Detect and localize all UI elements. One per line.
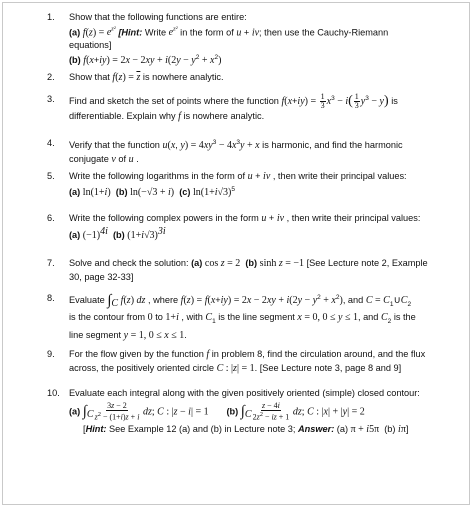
problem-text: Write the following complex powers in the form u + iv , then write their principal values: [69,213,421,224]
problem-2 [47,71,454,85]
problem-text: 30, page 32-33] [69,271,134,282]
problem-8 [47,292,454,342]
problem-text: (a) $(-1)^{4i}$ (b) $(1+i√3)^{3i}$ [69,225,166,241]
problem-number: 8. [47,293,55,303]
problem-9 [47,348,454,375]
problem-number: 10. [47,388,60,398]
problem-number: 7. [47,258,55,268]
problem-text: is the contour from 0 to 1+i , with $C_1$ is the line segment x = 0, 0 ≤ y ≤ 1, and $C_2$ is the [69,312,416,326]
problem-text: (a) $\int_C$ $\frac{3z - 2}{z^2 - (1+i)z + i}$ dz; C : |z − i| = 1 (b) $\int_C$ $\frac{z - 4i}{2z^2 - iz + 1}$ dz; C : |x| + |y| = 2 [69,400,365,422]
problem-3 [47,92,454,124]
problem-text: Evaluate $\int_C$ f(z) dz , where $f(z) = f(x+iy) = 2x - 2xy + i(2y - y^2 + x^2)$, and $C = C_1\cup C_2$ [69,292,412,309]
problem-text: Write the following logarithms in the form of u + iv , then write their principal values: [69,171,407,182]
problem-text: differentiable. Explain why f is nowhere analytic. [69,111,265,123]
problem-text: For the flow given by the function f in problem 8, find the circulation around, and the flux [69,349,426,360]
problem-text: line segment y = 1, 0 ≤ x ≤ 1. [69,329,187,341]
problem-text: (a) ln(1+i) (b) ln(−√3 + i) (c) $\ln(1+i√3)^5$ [69,185,235,198]
problem-1 [47,11,454,67]
problem-7 [47,257,454,283]
worksheet-page [2,2,470,505]
problem-10 [47,387,454,437]
problem-number: 5. [47,171,55,181]
problem-5 [47,170,454,199]
problem-text: Evaluate each integral along with the given positively oriented (simple) closed contour: [69,388,420,398]
problem-number: 9. [47,349,55,359]
problem-number: 3. [47,94,55,104]
problem-6 [47,212,454,242]
problem-number: 4. [47,138,55,148]
problem-number: 6. [47,213,55,223]
problem-text: equations] [69,40,112,51]
problem-text: [Hint: See Example 12 (a) and (b) in Lecture note 3; Answer: (a) π + i5π (b) iπ] [83,424,409,436]
problem-text: Verify that the function u(x, $y) = 4xy^3 - 4x^3y + x$ is harmonic, and find the harmonic [69,139,403,152]
problem-text: Find and sketch the set of points where the function f(x+iy) = $\frac{1}{3}$ $x^3 - i$( $\frac{1}{3}$ $y^3 - y$) is [69,92,398,111]
problem-text: Solve and check the solution: (a) cos z = 2 (b) sinh z = −1 [See Lecture note 2, Example [69,258,428,269]
problem-number: 1. [47,12,55,22]
problem-4 [47,137,454,166]
problem-text: across, the positively oriented circle C : |z| = 1. [See Lecture note 3, page 8 and 9] [69,362,402,374]
problem-text: conjugate v of u . [69,153,139,165]
problem-text: Show that the following functions are entire: [69,12,247,22]
problem-text: (b) $f(x+iy) = 2x - 2xy + i(2y - y^2 + x^2)$ [69,53,222,66]
problem-text: (a) $f(z) = e^{z^2}$ [Hint: Write $e^{z^2}$ in the form of u + iv; then use the Cauchy-Riemann [69,25,389,38]
problem-text: Show that $f(z) = \overline{z}$ is nowhere analytic. [69,72,224,83]
problem-number: 2. [47,72,55,82]
